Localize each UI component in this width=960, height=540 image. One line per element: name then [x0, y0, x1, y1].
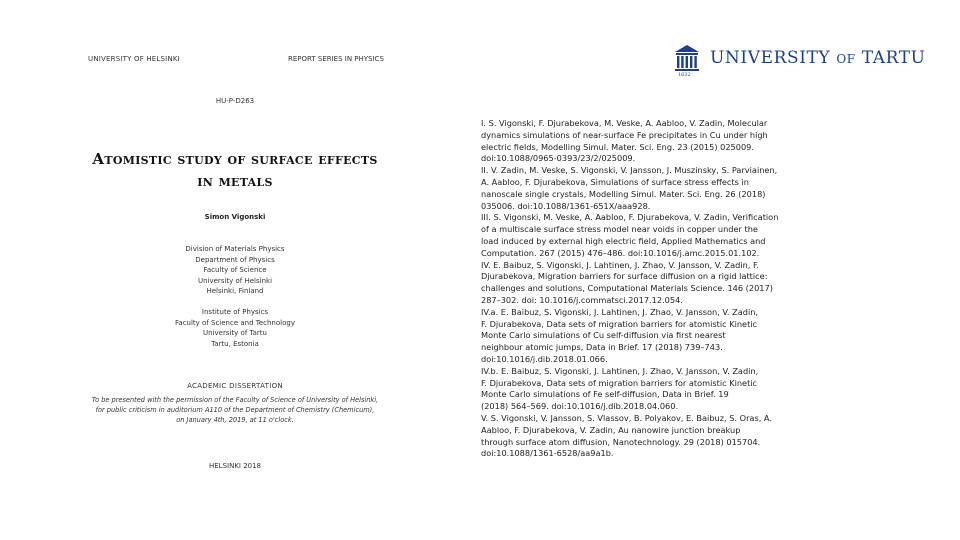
logo-word-tartu: TARTU — [861, 48, 926, 68]
publication-line: load induced by external high electric field, Applied Mathematics and — [481, 235, 766, 246]
publication-line: dynamics simulations of near-surface Fe precipitates in Cu under high — [481, 129, 768, 140]
publication-line: IV. E. Baibuz, S. Vigonski, J. Lahtinen, J. Zhao, V. Jansson, V. Zadin, F. — [481, 259, 760, 270]
publication-line: 287–302. doi: 10.1016/j.commatsci.2017.12.054. — [481, 294, 683, 305]
affiliation-line: Department of Physics — [195, 255, 275, 264]
publication-line: through surface atom diffusion, Nanotechnology. 29 (2018) 015704. — [481, 436, 761, 447]
publication-line: nanoscale single crystals, Modelling Simul. Mater. Sci. Eng. 26 (2018) — [481, 188, 766, 199]
publication-line: (2018) 564–569. doi:10.1016/j.dib.2018.04.060. — [481, 401, 679, 412]
publication-line: IV.a. E. Baibuz, S. Vigonski, J. Lahtinen, J. Zhao, V. Jansson, V. Zadin, — [481, 306, 759, 317]
affiliation-line: Institute of Physics — [201, 308, 269, 316]
publication-line: Computation. 267 (2015) 476–486. doi:10.1016/j.amc.2015.01.102. — [481, 247, 760, 258]
affiliation-line: University of Helsinki — [197, 276, 273, 285]
publication-line: of a multiscale surface stress model near voids in copper under the — [481, 224, 758, 235]
publication-line: electric fields, Modelling Simul. Mater. Sci. Eng. 23 (2015) 025009. — [481, 141, 754, 152]
report-number: HU-P-D263 — [215, 97, 255, 105]
logo-wordmark — [710, 48, 926, 68]
publication-line: II. V. Zadin, M. Veske, S. Vigonski, V. Jansson, J. Muszinsky, S. Parviainen, — [481, 165, 778, 176]
affiliation-line: Helsinki, Finland — [206, 287, 264, 295]
publication-line: doi:10.1016/j.dib.2018.01.066. — [481, 353, 608, 364]
publication-line: F. Djurabekova, Data sets of migration barriers for atomistic Kinetic — [481, 377, 758, 388]
publication-line: IV.b. E. Baibuz, S. Vigonski, J. Lahtinen, J. Zhao, V. Jansson, V. Zadin, — [481, 365, 759, 376]
dissertation-line: on January 4th, 2019, at 11 o'clock. — [176, 416, 294, 424]
report-series-header: REPORT SERIES IN PHYSICS — [288, 55, 384, 63]
thesis-title-line: Atomistic study of surface effects — [92, 150, 378, 168]
publication-line: doi:10.1088/0965-0393/23/2/025009. — [481, 153, 636, 164]
publication-list — [481, 118, 816, 460]
publication-line: challenges and solutions, Computational Materials Science. 146 (2017) — [481, 283, 773, 294]
affiliation-tartu — [0, 307, 470, 349]
author-name: Simon Vigonski — [204, 213, 266, 221]
publication-line: neighbour atomic jumps, Data in Brief. 17 (2018) 739–743. — [481, 342, 723, 353]
publication-line: Aabloo, F. Djurabekova, V. Zadin, Au nanowire junction breakup — [481, 424, 741, 435]
affiliation-line: Faculty of Science — [203, 266, 267, 274]
logo-word-of: OF — [836, 52, 856, 66]
publication-line: doi:10.1088/1361-6528/aa9a1b. — [481, 448, 614, 459]
thesis-title — [0, 148, 470, 192]
publication-line: I. S. Vigonski, F. Djurabekova, M. Veske, A. Aabloo, V. Zadin, Molecular — [481, 118, 768, 128]
thesis-title-page — [0, 0, 470, 540]
publication-line: V. S. Vigonski, V. Jansson, S. Vlassov, B. Polyakov, E. Baibuz, S. Oras, A. — [481, 412, 772, 423]
dissertation-heading: ACADEMIC DISSERTATION — [187, 382, 283, 390]
publication-line: Monte Carlo simulations of Fe self-diffusion, Data in Brief. 19 — [481, 389, 729, 400]
publication-line: III. S. Vigonski, M. Veske, A. Aabloo, F. Djurabekova, V. Zadin, Verification — [481, 212, 779, 223]
publication-line: F. Djurabekova, Data sets of migration barriers for atomistic Kinetic — [481, 318, 758, 329]
publication-line: Monte Carlo simulations of Cu self-diffusion via first nearest — [481, 330, 726, 341]
affiliation-line: Faculty of Science and Technology — [175, 318, 295, 327]
logo-word-university: UNIVERSITY — [710, 48, 831, 68]
thesis-title-line: in metals — [197, 172, 273, 190]
university-header: UNIVERSITY OF HELSINKI — [88, 55, 180, 63]
dissertation-line: To be presented with the permission of the Faculty of Science of University of Helsinki, — [91, 396, 379, 404]
dissertation-statement — [0, 395, 470, 425]
publication-line: 035006. doi:10.1088/1361-651X/aaa928. — [481, 200, 651, 211]
dissertation-line: for public criticism in auditorium A110 of the Department of Chemistry (Chemicum), — [95, 406, 375, 414]
university-of-tartu-logo — [672, 44, 942, 82]
affiliation-helsinki — [0, 244, 470, 297]
publication-line: A. Aabloo, F. Djurabekova, Simulations of surface stress effects in — [481, 176, 749, 187]
affiliation-line: Tartu, Estonia — [211, 339, 259, 348]
affiliation-line: Division of Materials Physics — [185, 245, 285, 253]
affiliation-line: University of Tartu — [203, 329, 267, 337]
place-year: HELSINKI 2018 — [208, 462, 262, 470]
founding-year: 1632 — [678, 72, 691, 78]
publication-line: Djurabekova, Migration barriers for surface diffusion on a rigid lattice: — [481, 271, 768, 282]
